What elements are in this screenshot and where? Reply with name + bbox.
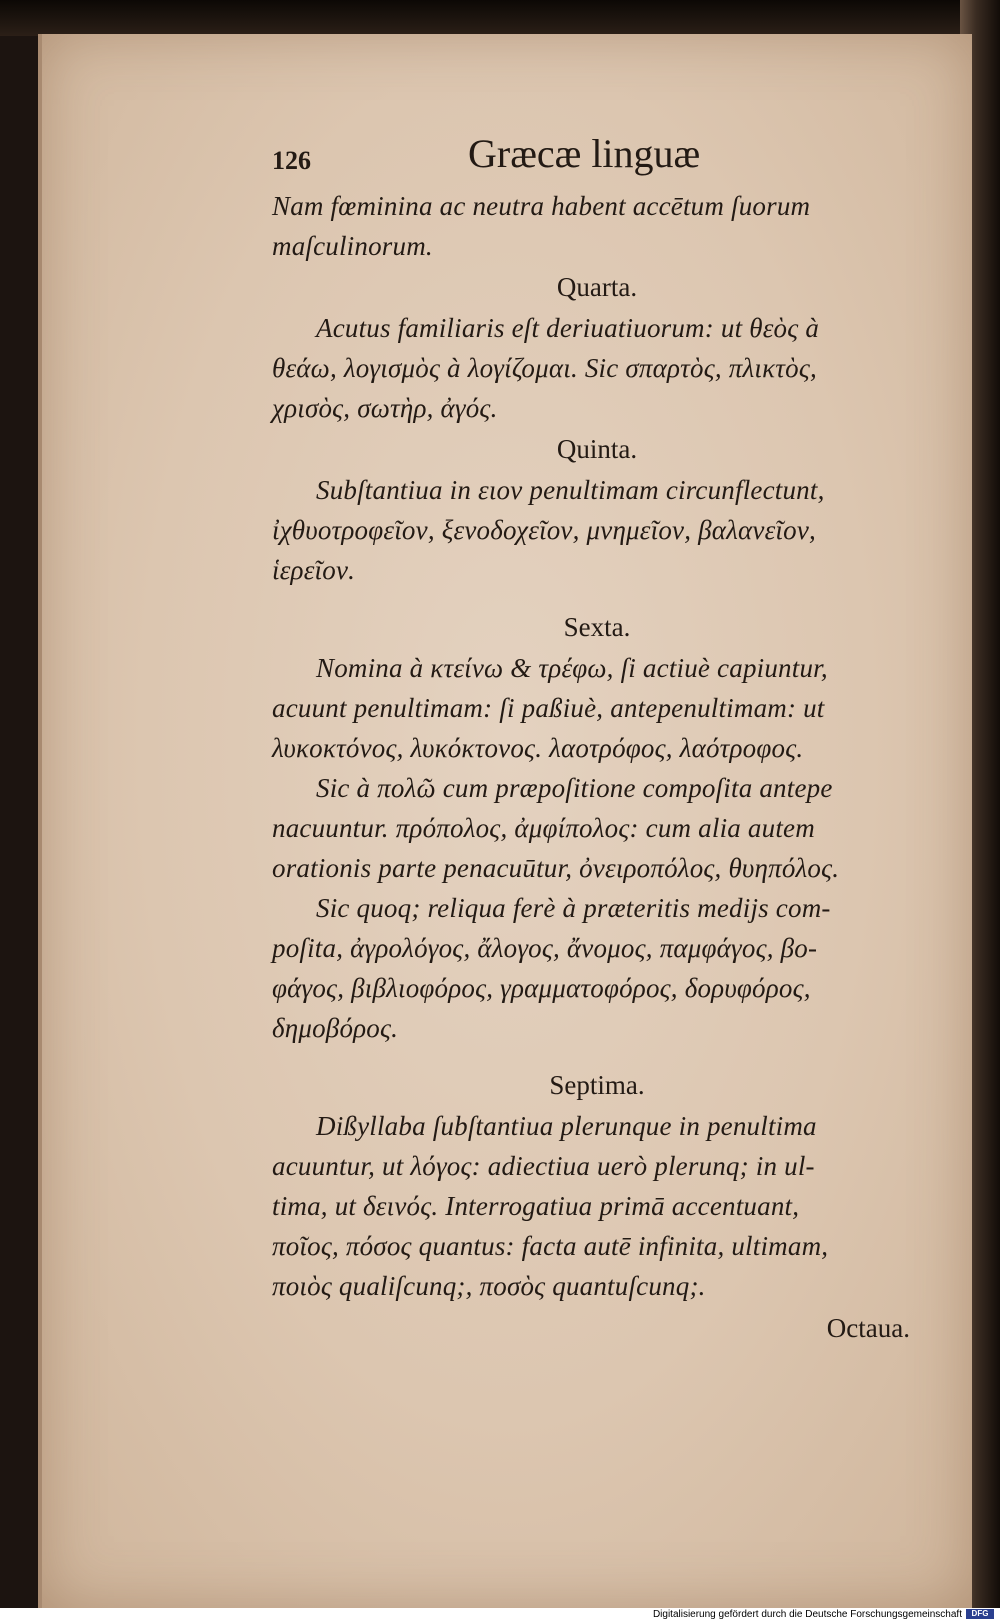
book-page bbox=[38, 34, 972, 1608]
text-line: θεάω, λογισμὸς à λογίζομαι. Sic σπαρτὸς, πλικτὸς, bbox=[272, 353, 817, 383]
page-number: 126 bbox=[272, 146, 311, 175]
funding-credit: Digitalisierung gefördert durch die Deutsche Forschungsgemeinschaft bbox=[652, 1609, 962, 1620]
running-title: Græcæ linguæ bbox=[468, 131, 701, 176]
text-line: ποιὸς qualiſcunq;, ποσὸς quantuſcunq;. bbox=[272, 1271, 706, 1301]
section-heading-septima: Septima. bbox=[549, 1070, 645, 1100]
text-line: Dißyllaba ſubſtantiua plerunque in penultima bbox=[316, 1111, 817, 1141]
page-header bbox=[272, 130, 922, 186]
text-line: λυκοκτόνος, λυκόκτονος. λαοτρόφος, λαότροφος. bbox=[272, 733, 804, 763]
text-line: acuunt penultimam: ſi paßiuè, antepenultimam: ut bbox=[272, 693, 825, 723]
section-heading-quarta: Quarta. bbox=[556, 272, 638, 302]
text-line: ἰχθυοτροφεῖον, ξενοδοχεῖον, μνημεῖον, βαλανεῖον, bbox=[272, 515, 816, 545]
spacer bbox=[272, 590, 922, 606]
text-line: Subſtantiua in ειον penultimam circunflectunt, bbox=[316, 475, 825, 505]
text-line: Nomina à κτείνω & τρέφω, ſi actiuè capiuntur, bbox=[316, 653, 828, 683]
text-line: Nam fœminina ac neutra habent accētum ſuorum bbox=[272, 191, 811, 221]
text-line: Sic quoq; reliqua ferè à præteritis medijs com- bbox=[316, 893, 831, 923]
text-line: Acutus familiaris eſt deriuatiuorum: ut θεὸς à bbox=[316, 313, 820, 343]
text-line: poſita, ἀγρολόγος, ἄλογος, ἄνομος, παμφάγος, βο- bbox=[272, 933, 818, 963]
section-heading-sexta: Sexta. bbox=[563, 612, 631, 642]
text-line: ἱερεῖον. bbox=[272, 555, 356, 585]
text-line: maſculinorum. bbox=[272, 231, 433, 261]
text-line: ποῖος, πόσος quantus: facta autē infinita, ultimam, bbox=[272, 1231, 829, 1261]
text-line: acuuntur, ut λόγος: adiectiua uerò plerunq; in ul- bbox=[272, 1151, 815, 1181]
text-line: φάγος, βιβλιοφόρος, γραμματοφόρος, δορυφόρος, bbox=[272, 973, 811, 1003]
scan-top-edge bbox=[0, 0, 1000, 36]
catchword: Octaua. bbox=[826, 1313, 910, 1343]
text-line: orationis parte penacuūtur, ὀνειροπόλος, θυηπόλος. bbox=[272, 853, 840, 883]
spacer bbox=[272, 1048, 922, 1064]
text-line: tima, ut δεινός. Interrogatiua primā accentuant, bbox=[272, 1191, 800, 1221]
dfg-logo: DFG bbox=[966, 1609, 994, 1619]
text-line: δημοβόρος. bbox=[272, 1013, 399, 1043]
section-heading-quinta: Quinta. bbox=[556, 434, 638, 464]
text-block bbox=[272, 130, 922, 1350]
text-line: nacuuntur. πρόπολος, ἀμφίπολος: cum alia autem bbox=[272, 813, 815, 843]
text-line: Sic à πολῶ cum præpoſitione compoſita antepe bbox=[316, 773, 833, 803]
text-line: χρισὸς, σωτὴρ, ἀγός. bbox=[272, 393, 498, 423]
